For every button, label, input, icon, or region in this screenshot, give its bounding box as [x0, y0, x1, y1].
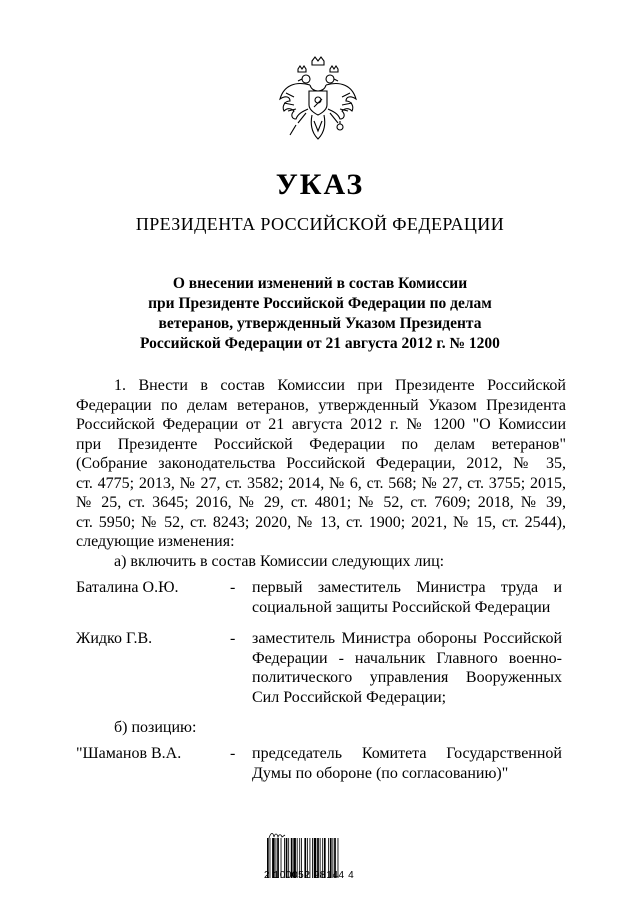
description-line: заместитель Министра обороны Российской — [252, 630, 562, 647]
document-title: УКАЗ — [275, 168, 365, 201]
description-line: Думы по обороне (по согласованию)" — [252, 764, 509, 782]
paragraph-line: ст. 5950; № 52, ст. 8243; 2020, № 13, ст. 1900; 2021, № 15, ст. 2544), — [76, 513, 566, 531]
heading-line: при Президенте Российской Федерации по делам — [148, 295, 492, 312]
heading-line: ветеранов, утвержденный Указом Президента — [158, 315, 482, 332]
coat-of-arms-icon — [276, 55, 360, 147]
person-description — [252, 629, 562, 707]
paragraph-line: № 25, ст. 3645; 2016, № 29, ст. 4801; № 52, ст. 7609; 2018, № 39, — [76, 494, 566, 511]
item-a-label: а) включить в состав Комиссии следующих лиц: — [114, 553, 445, 570]
person-description — [252, 744, 562, 783]
description-line: председатель Комитета Государственной — [252, 745, 562, 762]
document-subtitle: ПРЕЗИДЕНТА РОССИЙСКОЙ ФЕДЕРАЦИИ — [135, 214, 505, 234]
person-dash: - — [230, 630, 236, 647]
heading-line: Российской Федерации от 21 августа 2012 г. № 1200 — [140, 335, 500, 352]
paragraph-line: Федерации по делам ветеранов, утвержденный Указом Президента — [76, 396, 566, 414]
decree-heading — [0, 274, 640, 354]
paragraph-line: 1. Внести в состав Комиссии при Президенте Российской — [114, 377, 566, 394]
heading-line: О внесении изменений в состав Комиссии — [172, 275, 468, 292]
person-name: Баталина О.Ю. — [76, 579, 179, 596]
paragraph-line: следующие изменения: — [76, 533, 235, 550]
paragraph-1 — [76, 376, 566, 552]
person-description — [252, 578, 562, 617]
item-b-label: б) позицию: — [114, 719, 197, 736]
person-dash: - — [230, 579, 236, 596]
description-line: Федерации - начальник Главного военно- — [252, 649, 562, 667]
barcode-number: 2 100052 98144 4 — [264, 870, 355, 881]
description-line: Сил Российской Федерации; — [252, 688, 447, 706]
description-line: первый заместитель Министра труда и — [252, 579, 562, 596]
description-line: политического управления Вооруженных — [252, 669, 562, 686]
description-line: социальной защиты Российской Федерации — [252, 598, 551, 616]
person-name: "Шаманов В.А. — [76, 745, 182, 762]
paragraph-line: при Президенте Российской Федерации по делам ветеранов" — [76, 435, 566, 453]
paragraph-line: Российской Федерации от 21 августа 2012 г. № 1200 "О Комиссии — [76, 416, 566, 433]
person-name: Жидко Г.В. — [76, 630, 153, 647]
paragraph-line: (Собрание законодательства Российской Федерации, 2012, № 35, — [76, 455, 566, 472]
paragraph-line: ст. 4775; 2013, № 27, ст. 3582; 2014, № 6, ст. 568; № 27, ст. 3755; 2015, — [76, 474, 566, 492]
person-dash: - — [230, 745, 236, 762]
